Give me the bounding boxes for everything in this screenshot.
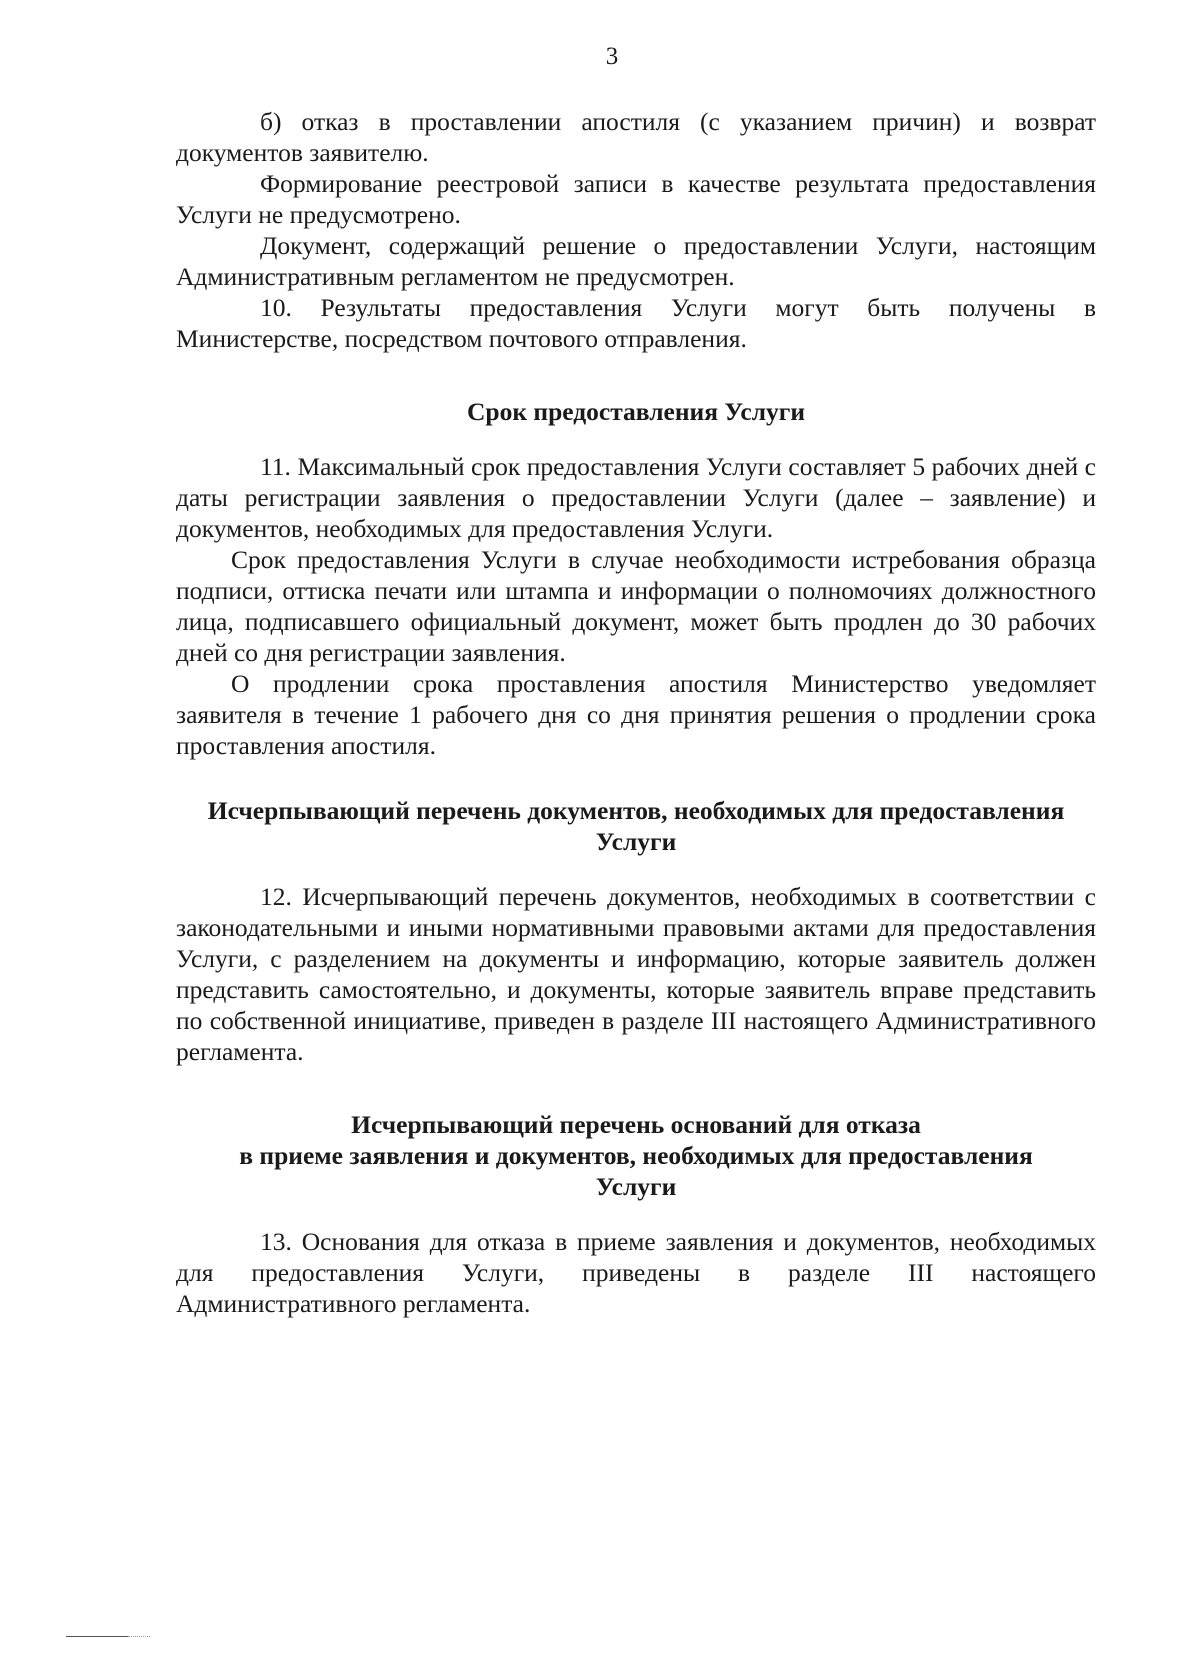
paragraph-10-results: 10. Результаты предоставления Услуги могут быть получены в Министерстве, посредством почтового отправления.: [176, 293, 1096, 353]
heading-refusal-grounds-line1: Исчерпывающий перечень оснований для отказа: [351, 1110, 921, 1139]
paragraph-11-max-term: 11. Максимальный срок предоставления Услуги составляет 5 рабочих дней с даты регистрации заявления о предоставлении Услуги (далее – заявление) и документов, необходимых для предоставления Услуги.: [176, 452, 1096, 543]
paragraph-term-extension: Срок предоставления Услуги в случае необходимости истребования образца подписи, оттиска печати или штампа и информации о полномочиях должностного лица, подписавшего официальный документ, может быть продлен до 30 рабочих дней со дня регистрации заявления.: [176, 545, 1096, 667]
heading-documents-list-line1: Исчерпывающий перечень документов, необходимых для предоставления: [207, 796, 1065, 825]
heading-service-term: Срок предоставления Услуги: [466, 397, 806, 426]
heading-refusal-grounds-line2: в приеме заявления и документов, необходимых для предоставления: [239, 1141, 1033, 1170]
paragraph-12-documents: 12. Исчерпывающий перечень документов, необходимых в соответствии с законодательными и иными нормативными правовыми актами для предоставления Услуги, с разделением на документы и информацию, которые заявитель должен представить самостоятельно, и документы, которые заявитель вправе представить по собственной инициативе, приведен в разделе III настоящего Административного регламента.: [176, 882, 1096, 1066]
paragraph-decision-document: Документ, содержащий решение о предоставлении Услуги, настоящим Административным регламентом не предусмотрен.: [176, 231, 1096, 291]
heading-documents-list-line2: Услуги: [595, 827, 677, 856]
footer-line-mark: [66, 1636, 128, 1637]
heading-refusal-grounds-line3: Услуги: [595, 1172, 677, 1201]
paragraph-registry-record: Формирование реестровой записи в качестве результата предоставления Услуги не предусмотрено.: [176, 169, 1096, 229]
page-number: 3: [605, 43, 619, 70]
paragraph-13-refusal-grounds: 13. Основания для отказа в приеме заявления и документов, необходимых для предоставления Услуги, приведены в разделе III настоящего Административного регламента.: [176, 1227, 1096, 1318]
paragraph-refusal: б) отказ в проставлении апостиля (с указанием причин) и возврат документов заявителю.: [176, 107, 1096, 167]
document-body: [176, 106, 1096, 1319]
paragraph-extension-notice: О продлении срока проставления апостиля Министерство уведомляет заявителя в течение 1 рабочего дня со дня принятия решения о продлении срока проставления апостиля.: [176, 669, 1096, 760]
